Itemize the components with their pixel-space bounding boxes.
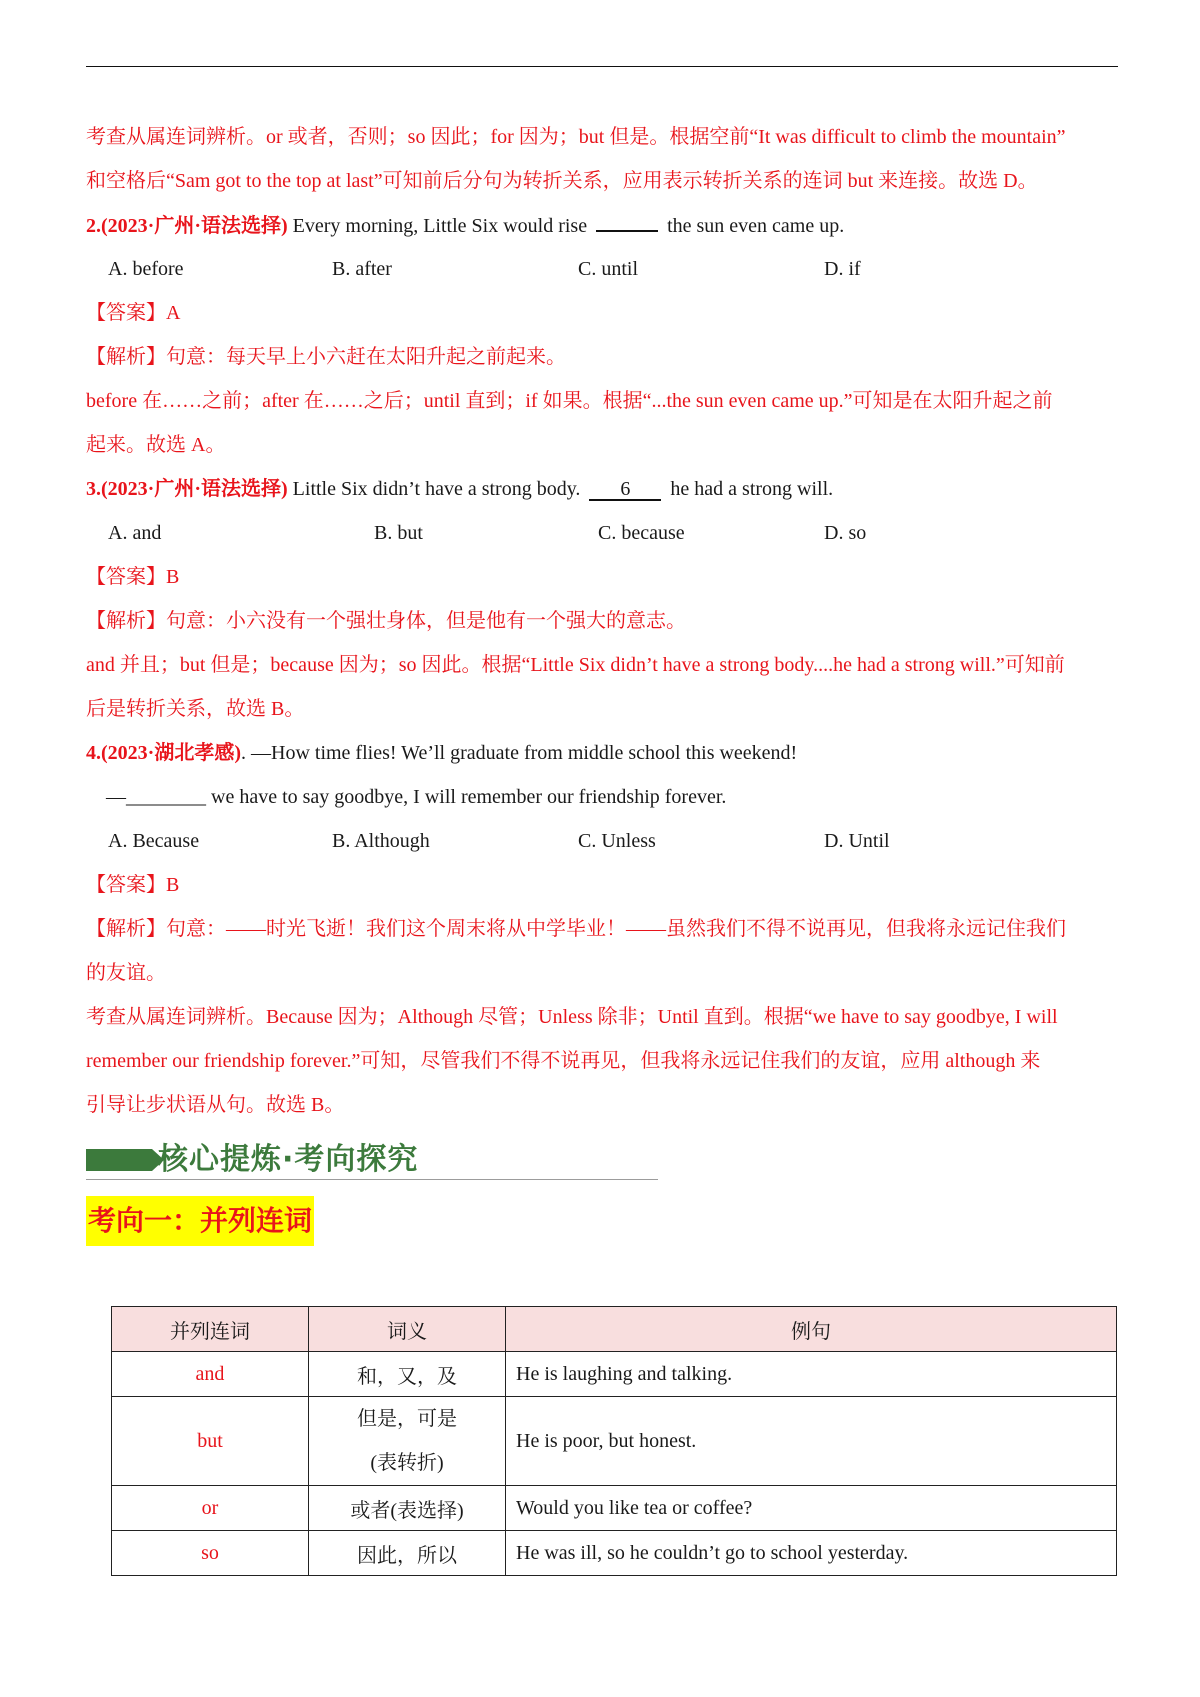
q3-option-d: D. so — [824, 522, 867, 544]
table-cell-meaning: 和，又，及 — [309, 1352, 506, 1397]
q2-blank — [596, 212, 658, 232]
q4-analysis-line5: 引导让步状语从句。故选 B。 — [86, 1094, 345, 1116]
q2-source: 2.(2023·广州·语法选择) — [86, 215, 288, 237]
header-rule — [86, 66, 1118, 67]
table-cell-meaning: 或者(表选择) — [309, 1486, 506, 1531]
table-cell-word: or — [112, 1486, 309, 1531]
table-cell-word: and — [112, 1352, 309, 1397]
q2-stem-after: the sun even came up. — [667, 215, 845, 237]
q4-dash: — — [106, 786, 126, 808]
q3-option-c: C. because — [598, 522, 685, 544]
table-cell-example: He is laughing and talking. — [506, 1352, 1117, 1397]
q2-stem — [86, 212, 844, 239]
table-cell-example: Would you like tea or coffee? — [506, 1486, 1117, 1531]
q2-analysis-line3: 起来。故选 A。 — [86, 434, 226, 456]
q4-analysis-line4: remember our friendship forever.”可知，尽管我们不得不说再见，但我将永远记住我们的友谊，应用 although 来 — [86, 1050, 1041, 1072]
section-banner — [86, 1141, 658, 1181]
q2-option-a: A. before — [108, 258, 184, 280]
q2-stem-before: Every morning, Little Six would rise — [292, 215, 588, 237]
q4-source: 4.(2023·湖北孝感) — [86, 742, 241, 764]
q4-option-d: D. Until — [824, 830, 890, 852]
q4-analysis-line1: 【解析】句意：——时光飞逝！我们这个周末将从中学毕业！——虽然我们不得不说再见，但我将永远记住我们 — [86, 918, 1066, 940]
q3-analysis-line2: and 并且；but 但是；because 因为；so 因此。根据“Little Six didn’t have a strong body....he had a strong will.”可知前 — [86, 654, 1065, 676]
q3-stem — [86, 476, 833, 502]
table-row — [112, 1397, 1117, 1486]
q3-blank: 6 — [589, 479, 661, 501]
q2-analysis-line1: 【解析】句意：每天早上小六赶在太阳升起之前起来。 — [86, 346, 566, 368]
q3-stem-before: Little Six didn’t have a strong body. — [292, 478, 581, 500]
topic-heading: 考向一：并列连词 — [86, 1196, 314, 1246]
table-header-meaning: 词义 — [309, 1307, 506, 1352]
q4-stem-line2 — [106, 784, 726, 810]
section-title: 核心提炼·考向探究 — [158, 1142, 419, 1177]
table-cell-word: but — [112, 1397, 309, 1486]
table-cell-meaning — [309, 1397, 506, 1486]
q3-source: 3.(2023·广州·语法选择) — [86, 478, 288, 500]
q3-analysis-line3: 后是转折关系，故选 B。 — [86, 698, 305, 720]
q3-option-a: A. and — [108, 522, 162, 544]
table-header-word: 并列连词 — [112, 1307, 309, 1352]
q1-analysis-line2: 和空格后“Sam got to the top at last”可知前后分句为转折关系，应用表示转折关系的连词 but 来连接。故选 D。 — [86, 170, 1038, 192]
table-header-example: 例句 — [506, 1307, 1117, 1352]
q4-option-c: C. Unless — [578, 830, 656, 852]
table-row — [112, 1531, 1117, 1576]
q4-blank: ________ — [126, 786, 206, 808]
q2-analysis-line2: before 在……之前；after 在……之后；until 直到；if 如果。根据“...the sun even came up.”可知是在太阳升起之前 — [86, 390, 1053, 412]
conjunction-table — [111, 1306, 1117, 1576]
table-cell-word: so — [112, 1531, 309, 1576]
q4-option-a: A. Because — [108, 830, 200, 852]
q2-answer: 【答案】A — [86, 302, 181, 324]
q2-option-c: C. until — [578, 258, 639, 280]
q4-analysis-line2: 的友谊。 — [86, 962, 166, 984]
q4-analysis-line3: 考查从属连词辨析。Because 因为；Although 尽管；Unless 除非；Until 直到。根据“we have to say goodbye, I will — [86, 1006, 1058, 1028]
q4-stem-text1: . —How time flies! We’ll graduate from middle school this weekend! — [241, 742, 798, 764]
table-row — [112, 1486, 1117, 1531]
section-bar-icon — [86, 1149, 152, 1171]
q3-answer: 【答案】B — [86, 566, 180, 588]
table-cell-example: He is poor, but honest. — [506, 1397, 1117, 1486]
table-cell-meaning: 因此，所以 — [309, 1531, 506, 1576]
table-header-row — [112, 1307, 1117, 1352]
q2-option-b: B. after — [332, 258, 392, 280]
q1-analysis-line1: 考查从属连词辨析。or 或者，否则；so 因此；for 因为；but 但是。根据空前“It was difficult to climb the mountain” — [86, 126, 1066, 148]
table-cell-example: He was ill, so he couldn’t go to school yesterday. — [506, 1531, 1117, 1576]
q3-stem-after: he had a strong will. — [670, 478, 834, 500]
q3-analysis-line1: 【解析】句意：小六没有一个强壮身体，但是他有一个强大的意志。 — [86, 610, 686, 632]
q3-option-b: B. but — [374, 522, 423, 544]
table-cell-meaning-line2: (表转折) — [370, 1452, 444, 1474]
table-cell-meaning-line1: 但是，可是 — [357, 1408, 457, 1430]
section-underline — [86, 1179, 658, 1180]
q4-stem-text2: we have to say goodbye, I will remember our friendship forever. — [206, 786, 727, 808]
table-row — [112, 1352, 1117, 1397]
q4-option-b: B. Although — [332, 830, 430, 852]
q4-stem-line1 — [86, 740, 797, 766]
q2-option-d: D. if — [824, 258, 861, 280]
q4-answer: 【答案】B — [86, 874, 180, 896]
